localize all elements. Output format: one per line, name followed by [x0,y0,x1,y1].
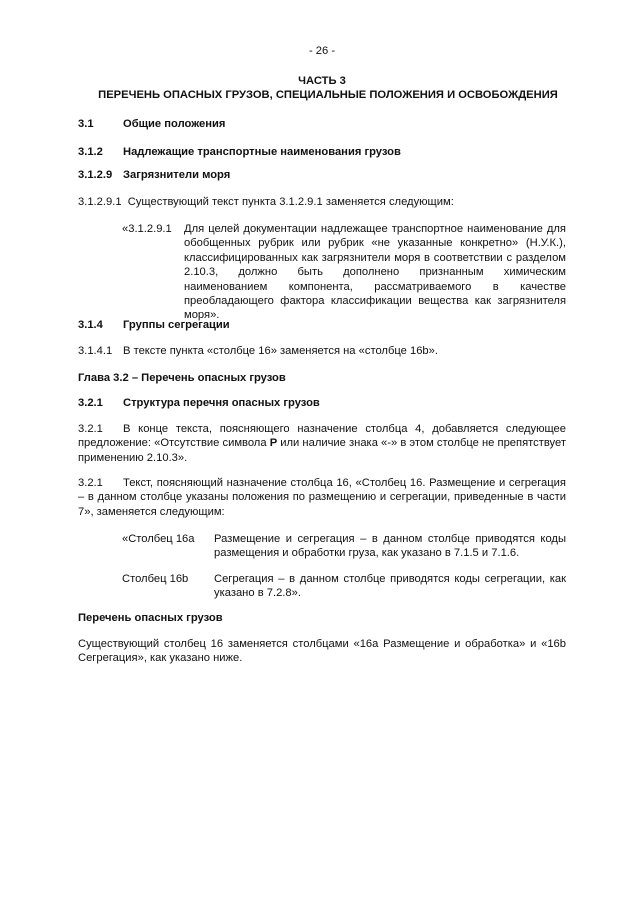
column-16b-label: Столбец 16b [122,573,189,585]
dangerous-goods-list-heading: Перечень опасных грузов [78,612,223,624]
chapter-3-2-title: Глава 3.2 – Перечень опасных грузов [78,372,286,384]
part-subtitle: ПЕРЕЧЕНЬ ОПАСНЫХ ГРУЗОВ, СПЕЦИАЛЬНЫЕ ПОЛОЖЕНИЯ И ОСВОБОЖДЕНИЯ [98,89,558,101]
section-3-1-4-number: 3.1.4 [78,319,103,331]
section-3-1-title: Общие положения [123,118,226,130]
paragraph-3-2-1-a-text-after: или наличие знака «-» в этом столбце не препятствует применению 2.10.3». [78,437,566,464]
section-3-1-number: 3.1 [78,118,94,130]
part-title: ЧАСТЬ 3 [298,75,346,87]
section-3-1-2-9-title: Загрязнители моря [123,169,231,181]
page-number: - 26 - [308,45,336,57]
section-3-1-2-number: 3.1.2 [78,146,103,158]
section-3-1-2-title: Надлежащие транспортные наименования грузов [123,146,401,158]
closing-paragraph: Существующий столбец 16 заменяется столбцами «16a Размещение и обработка» и «16b Сегрегация», как указано ниже. [78,638,566,665]
paragraph-3-1-4-1-number: 3.1.4.1 [78,345,113,357]
paragraph-3-2-1-a [78,422,566,465]
section-3-1-2-9-number: 3.1.2.9 [78,169,113,181]
column-16b-text: Сегрегация – в данном столбце приводятся коды сегрегации, как указано в 7.2.8». [214,573,566,600]
paragraph-3-2-1-a-number: 3.2.1 [78,423,103,435]
paragraph-3-1-4-1-text: В тексте пункта «столбце 16» заменяется на «столбце 16b». [123,345,438,357]
paragraph-3-2-1-a-text-before: В конце текста, поясняющего назначение столбца 4, добавляется следующее предложение: «Отсутствие символа [78,423,566,450]
paragraph-3-2-1-b [78,476,566,519]
section-3-2-1-number: 3.2.1 [78,397,103,409]
quote-3-1-2-9-1-text: Для целей документации надлежащее транспортное наименование для обобщенных рубрик или рубрик «не указанные конкретно» (Н.У.К.), классифицированных как загрязнители моря в соответствии с разделом 2.10.3, должно быть дополнено признанным химическим наименованием компонента, рассматриваемого в качестве преобладающего фактора классификации вещества как загрязнителя моря». [184,223,566,322]
paragraph-3-1-2-9-1-intro: 3.1.2.9.1 Существующий текст пункта 3.1.2.9.1 заменяется следующим: [78,196,454,208]
paragraph-3-2-1-b-number: 3.2.1 [78,477,103,489]
quote-3-1-2-9-1-number: «3.1.2.9.1 [122,223,172,235]
column-16a-text: Размещение и сегрегация – в данном столбце приводятся коды размещения и обработки груза, как указано в 7.1.5 и 7.1.6. [214,533,566,560]
section-3-1-4-title: Группы сегрегации [123,319,230,331]
paragraph-3-2-1-b-text: Текст, поясняющий назначение столбца 16, «Столбец 16. Размещение и сегрегация – в данном столбце указаны положения по размещению и сегрегации, приведенные в части 7», заменяется следующим: [78,477,566,518]
column-16a-label: «Столбец 16a [122,533,195,545]
section-3-2-1-title: Структура перечня опасных грузов [123,397,320,409]
paragraph-3-2-1-a-symbol: P [269,437,278,450]
